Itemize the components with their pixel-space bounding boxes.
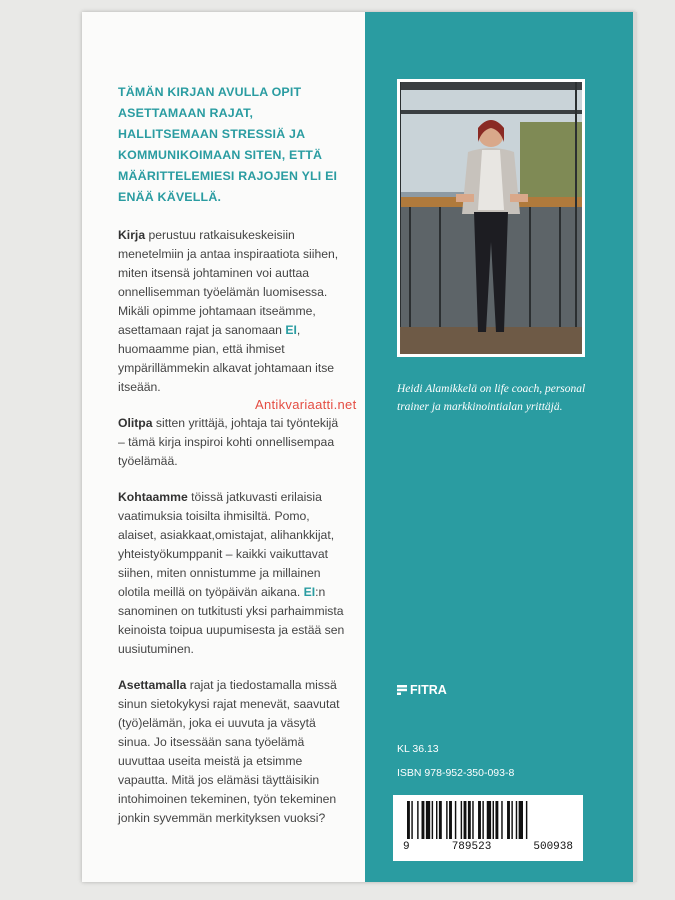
- barcode-digit-group-1: 789523: [451, 841, 492, 853]
- barcode-stripe: [495, 801, 498, 839]
- barcode-stripe: [464, 801, 467, 839]
- barcode-stripe: [411, 801, 412, 839]
- paragraph-2: [118, 414, 348, 471]
- cover-edge: [633, 12, 637, 882]
- barcode-stripe: [449, 801, 452, 839]
- fitra-logo-icon: [397, 685, 407, 695]
- author-photo: [397, 79, 585, 357]
- p3-text-b: :n sanominen on tutkitusti yksi parhaimmista keinoista toipua uupumisesta ja estää sen uusiutuminen.: [118, 585, 345, 656]
- isbn: ISBN 978-952-350-093-8: [397, 767, 515, 779]
- barcode-stripe: [436, 801, 437, 839]
- barcode-digits: [403, 841, 573, 853]
- publisher-logo: [397, 683, 447, 697]
- barcode-stripe: [432, 801, 433, 839]
- p2-lead: Olitpa: [118, 416, 153, 430]
- p4-lead: Asettamalla: [118, 678, 187, 692]
- paragraph-1: [118, 226, 348, 397]
- barcode-stripe: [501, 801, 502, 839]
- barcode-digit-prefix: 9: [403, 841, 410, 853]
- barcode-stripe: [482, 801, 483, 839]
- barcode-stripe: [511, 801, 512, 839]
- p3-lead: Kohtaamme: [118, 490, 188, 504]
- barcode-stripe: [507, 801, 510, 839]
- paragraph-3: [118, 488, 348, 659]
- p3-ei: EI: [303, 585, 316, 599]
- p1-lead: Kirja: [118, 228, 146, 242]
- paragraph-4: [118, 676, 348, 828]
- barcode-stripe: [461, 801, 462, 839]
- barcode-stripe: [422, 801, 425, 839]
- barcode-stripe: [439, 801, 442, 839]
- barcode-stripe: [407, 801, 410, 839]
- p1-text-a: perustuu ratkaisukeskeisiin menetelmiin ja antaa inspiraatiota siihen, miten itsensä johtaminen voi auttaa onnellisemman työelämän luomisessa. Mikäli opimme johtamaan itseämme, asettamaan rajat ja sanomaan: [118, 228, 339, 337]
- headline: TÄMÄN KIRJAN AVULLA OPIT ASETTAMAAN RAJAT, HALLITSEMAAN STRESSIÄ JA KOMMUNIKOIMAAN SITEN, ETTÄ MÄÄRITTELEMIESI RAJOJEN YLI EI ENÄÄ KÄVELLÄ.: [118, 85, 338, 204]
- barcode-stripe: [426, 801, 430, 839]
- barcode-stripe: [487, 801, 491, 839]
- watermark: Antikvariaatti.net: [255, 397, 357, 412]
- barcode-stripe: [526, 801, 527, 839]
- p1-text-b: , huomaamme pian, että ihmiset ympärillämmekin alkavat johtamaan itse itseään.: [118, 323, 335, 394]
- barcode-stripe: [455, 801, 456, 839]
- blurb: [118, 82, 348, 845]
- classification: KL 36.13: [397, 743, 439, 755]
- barcode-stripe: [519, 801, 523, 839]
- p2-text: sitten yrittäjä, johtaja tai työntekijä – tämä kirja inspiroi kohti onnellisempaa työelämää.: [118, 416, 339, 468]
- barcode: [393, 795, 583, 861]
- p4-text: rajat ja tiedostamalla missä sinun sietokykysi rajat menevät, saavutat (työ)elämän, joka ei uuvuta ja väsytä sinua. Jo itsessään sana työelämä uuvuttaa useita meistä ja etsimme vapautta. Mitä jos elämäsi täyttäisikin intohimoinen tekeminen, työn tekeminen jonkin syvemmän merkityksen vuoksi?: [118, 678, 340, 825]
- barcode-stripe: [468, 801, 471, 839]
- barcode-stripe: [417, 801, 418, 839]
- barcode-stripe: [493, 801, 494, 839]
- barcode-stripe: [478, 801, 481, 839]
- barcode-stripe: [446, 801, 447, 839]
- barcode-digit-group-2: 500938: [533, 841, 573, 853]
- p3-text-a: töissä jatkuvasti erilaisia vaatimuksia toisilta ihmisiltä. Pomo, alaiset, asiakkaat,omistajat, alihankkijat, yhteistyökumppanit – kaikki vaikuttavat siihen, miten onnistumme ja millainen olotila meillä on työpäivän aikana.: [118, 490, 335, 599]
- p1-ei: EI: [285, 323, 297, 337]
- barcode-stripe: [472, 801, 473, 839]
- author-caption: Heidi Alamikkelä on life coach, personal trainer ja markkinointialan yrittäjä.: [397, 383, 586, 413]
- publisher-name: FITRA: [410, 683, 447, 697]
- author-photo-image: [400, 82, 582, 354]
- barcode-stripe: [516, 801, 517, 839]
- barcode-bars: [403, 801, 573, 839]
